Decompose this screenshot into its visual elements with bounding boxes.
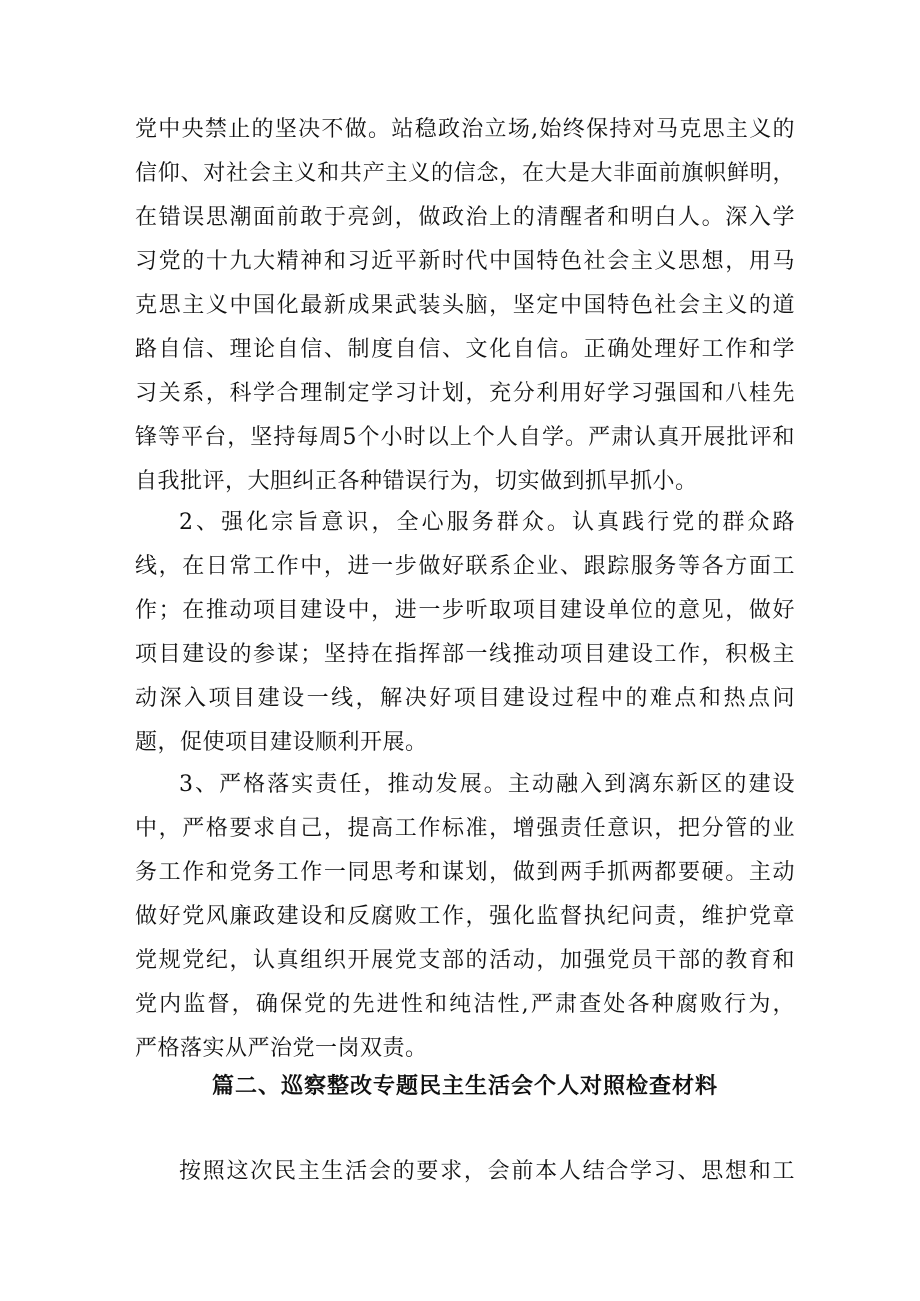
text-line: 2、强化宗旨意识，全心服务群众。认真践行党的群众路 (179, 510, 795, 535)
text-line: 党规党纪，认真组织开展党支部的活动，加强党员干部的教育和 (135, 948, 795, 973)
text-line: 信仰、对社会主义和共产主义的信念，在大是大非面前旗帜鲜明， (135, 161, 795, 186)
text-line: 作；在推动项目建设中，进一步听取项目建设单位的意见，做好 (135, 598, 795, 623)
text-line: 3、严格落实责任，推动发展。主动融入到漓东新区的建设 (179, 772, 795, 797)
text-line: 按照这次民主生活会的要求，会前本人结合学习、思想和工 (179, 1159, 795, 1184)
text-line: 严格落实从严治党一岗双责。 (135, 1036, 428, 1061)
paragraph-political-stance (135, 108, 795, 504)
paragraph-intro-part-two (135, 1150, 795, 1194)
paragraph-serve-masses (135, 501, 795, 765)
text-line: 锋等平台，坚持每周5个小时以上个人自学。严肃认真开展批评和 (135, 425, 795, 450)
text-line: 路自信、理论自信、制度自信、文化自信。正确处理好工作和学 (135, 337, 795, 362)
text-line: 党内监督，确保党的先进性和纯洁性,严肃查处各种腐败行为， (135, 992, 795, 1017)
text-line: 克思主义中国化最新成果武装头脑，坚定中国特色社会主义的道 (135, 293, 795, 318)
text-line: 做好党风廉政建设和反腐败工作，强化监督执纪问责，维护党章 (135, 904, 795, 929)
text-line: 习党的十九大精神和习近平新时代中国特色社会主义思想，用马 (135, 249, 795, 274)
section-heading: 篇二、巡察整改专题民主生活会个人对照检查材料 (211, 1073, 718, 1099)
text-line: 在错误思潮面前敢于亮剑，做政治上的清醒者和明白人。深入学 (135, 205, 795, 230)
text-line: 务工作和党务工作一同思考和谋划，做到两手抓两都要硬。主动 (135, 860, 795, 885)
text-line: 动深入项目建设一线，解决好项目建设过程中的难点和热点问 (135, 686, 795, 711)
text-line: 党中央禁止的坚决不做。站稳政治立场,始终保持对马克思主义的 (135, 117, 795, 142)
text-line: 线，在日常工作中，进一步做好联系企业、跟踪服务等各方面工 (135, 554, 795, 579)
text-line: 习关系，科学合理制定学习计划，充分利用好学习强国和八桂先 (135, 381, 795, 406)
text-line: 项目建设的参谋；坚持在指挥部一线推动项目建设工作，积极主 (135, 642, 795, 667)
text-line: 自我批评，大胆纠正各种错误行为，切实做到抓早抓小。 (135, 469, 698, 494)
paragraph-implement-responsibility (135, 763, 795, 1071)
text-line: 题，促使项目建设顺利开展。 (135, 730, 428, 755)
text-line: 中，严格要求自己，提高工作标准，增强责任意识，把分管的业 (135, 816, 795, 841)
